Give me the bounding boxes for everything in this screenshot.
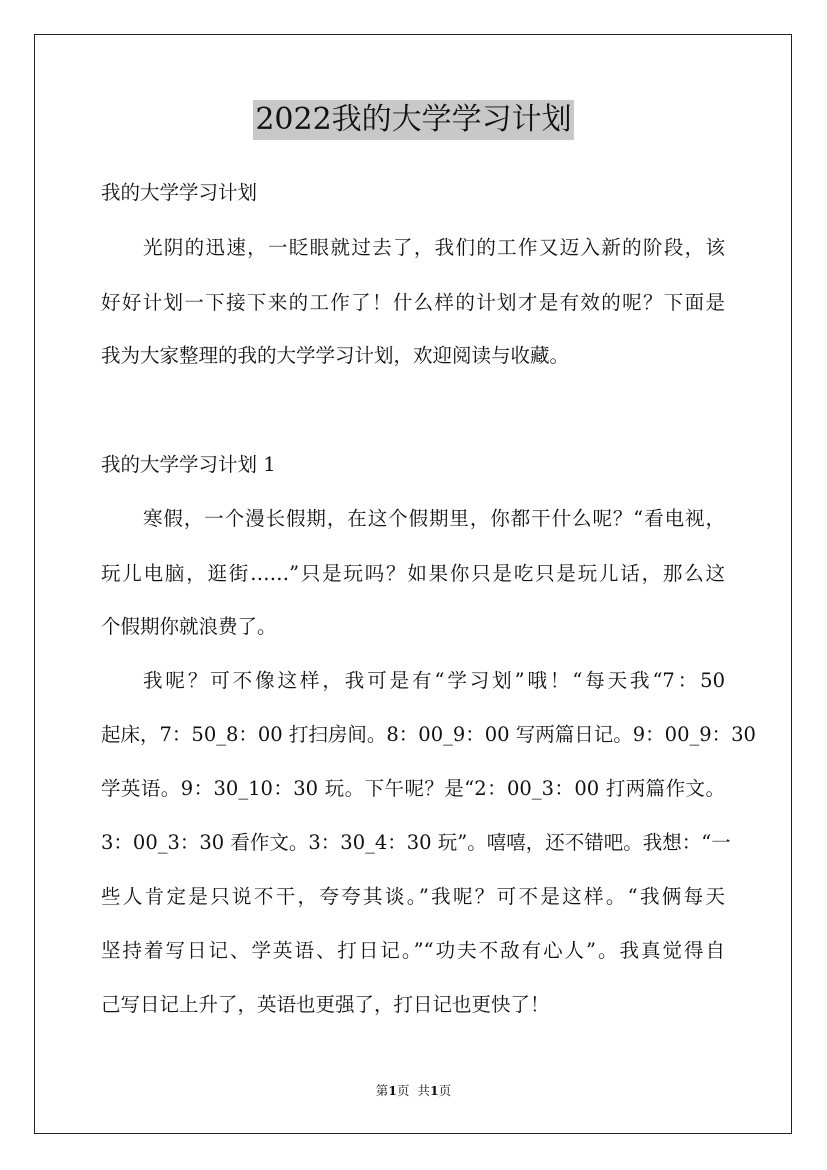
- paragraph-line: 些人肯定是只说不干，夸夸其谈。”我呢？可不是这样。“我俩每天: [101, 885, 725, 908]
- paragraph-line: 起床，7：50_8：00 打扫房间。8：00_9：00 写两篇日记。9：00_9：30: [101, 723, 756, 746]
- title-container: [0, 100, 827, 140]
- paragraph-line: 我呢？可不像这样，我可是有“学习划”哦！“每天我“7：50: [143, 669, 725, 692]
- paragraph-line: 个假期你就浪费了。: [101, 615, 277, 638]
- footer-page-number: 1: [388, 1083, 397, 1098]
- section-heading-plan-1: 我的大学学习计划 1: [101, 453, 276, 476]
- footer-page-suffix: 页: [397, 1083, 410, 1098]
- paragraph-line: 坚持着写日记、学英语、打日记。”“功夫不敌有心人”。我真觉得自: [101, 939, 725, 962]
- document-title: 2022我的大学学习计划: [253, 100, 573, 140]
- paragraph-line: 好好计划一下接下来的工作了！什么样的计划才是有效的呢？下面是: [101, 291, 725, 314]
- paragraph-line: 玩儿电脑，逛街……”只是玩吗？如果你只是吃只是玩儿话，那么这: [101, 562, 725, 585]
- page-footer: [0, 1083, 827, 1099]
- footer-page-prefix: 第: [375, 1083, 389, 1098]
- paragraph-line: 光阴的迅速，一眨眼就过去了，我们的工作又迈入新的阶段，该: [143, 236, 725, 259]
- paragraph-line: 3：00_3：30 看作文。3：30_4：30 玩”。嘻嘻，还不错吧。我想：“一: [101, 831, 731, 854]
- paragraph-line: 学英语。9：30_10：30 玩。下午呢？是“2：00_3：00 打两篇作文。: [101, 777, 725, 800]
- footer-total-prefix: 共: [417, 1083, 430, 1098]
- paragraph-line: 我为大家整理的我的大学学习计划，欢迎阅读与收藏。: [101, 344, 570, 367]
- paragraph-line: 己写日记上升了，英语也更强了，打日记也更快了！: [101, 993, 550, 1016]
- section-heading-intro: 我的大学学习计划: [101, 181, 258, 204]
- footer-total-suffix: 页: [438, 1083, 452, 1098]
- footer-total-number: 1: [429, 1083, 439, 1098]
- paragraph-line: 寒假，一个漫长假期，在这个假期里，你都干什么呢？“看电视，: [143, 507, 725, 530]
